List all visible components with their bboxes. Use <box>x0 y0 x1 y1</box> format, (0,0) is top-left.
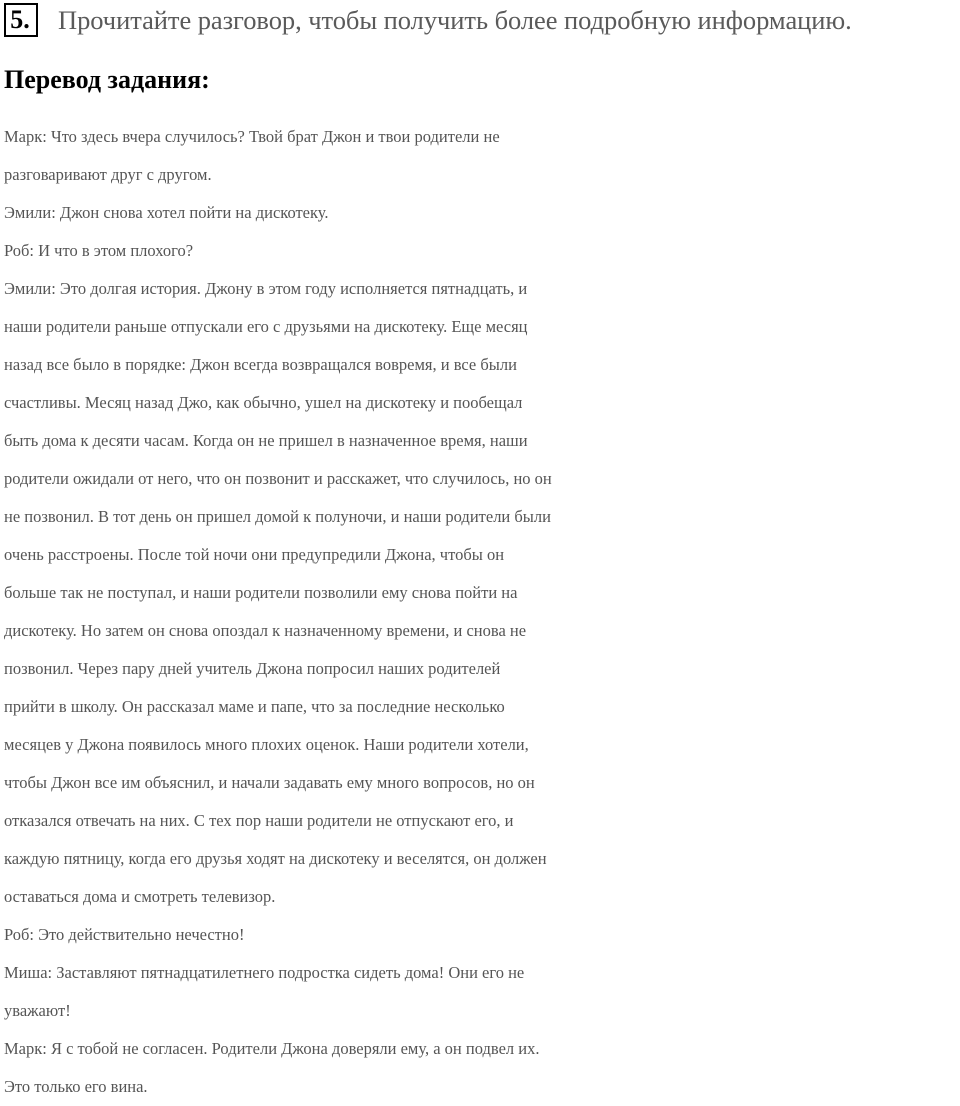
text-line: назад все было в порядке: Джон всегда возвращался вовремя, и все были <box>4 355 517 374</box>
task-number-badge: 5. <box>4 3 38 37</box>
text-line: Миша: Заставляют пятнадцатилетнего подростка сидеть дома! Они его не <box>4 963 525 982</box>
text-line: наши родители раньше отпускали его с друзьями на дискотеку. Еще месяц <box>4 317 528 336</box>
task-instruction: Прочитайте разговор, чтобы получить более подробную информацию. <box>58 4 852 35</box>
text-line: больше так не поступал, и наши родители позволили ему снова пойти на <box>4 583 518 602</box>
text-line: чтобы Джон все им объяснил, и начали задавать ему много вопросов, но он <box>4 773 535 792</box>
text-line: счастливы. Месяц назад Джо, как обычно, ушел на дискотеку и пообещал <box>4 393 523 412</box>
text-line: Эмили: Джон снова хотел пойти на дискотеку. <box>4 203 329 222</box>
text-line: родители ожидали от него, что он позвонит и расскажет, что случилось, но он <box>4 469 552 488</box>
text-line: месяцев у Джона появилось много плохих оценок. Наши родители хотели, <box>4 735 529 754</box>
text-line: прийти в школу. Он рассказал маме и папе, что за последние несколько <box>4 697 505 716</box>
translation-heading: Перевод задания: <box>4 65 210 94</box>
text-line: каждую пятницу, когда его друзья ходят на дискотеку и веселятся, он должен <box>4 849 547 868</box>
dialogue-text <box>4 118 960 1106</box>
text-line: быть дома к десяти часам. Когда он не пришел в назначенное время, наши <box>4 431 528 450</box>
text-line: очень расстроены. После той ночи они предупредили Джона, чтобы он <box>4 545 505 564</box>
text-line: Марк: Я с тобой не согласен. Родители Джона доверяли ему, а он подвел их. <box>4 1039 540 1058</box>
text-line: уважают! <box>4 1001 71 1020</box>
text-line: отказался отвечать на них. С тех пор наши родители не отпускают его, и <box>4 811 514 830</box>
text-line: Марк: Что здесь вчера случилось? Твой брат Джон и твои родители не <box>4 127 500 146</box>
text-line: не позвонил. В тот день он пришел домой к полуночи, и наши родители были <box>4 507 551 526</box>
text-line: оставаться дома и смотреть телевизор. <box>4 887 276 906</box>
text-line: разговаривают друг с другом. <box>4 165 212 184</box>
text-line: Роб: Это действительно нечестно! <box>4 925 245 944</box>
text-line: Это только его вина. <box>4 1077 148 1096</box>
text-line: дискотеку. Но затем он снова опоздал к назначенному времени, и снова не <box>4 621 527 640</box>
text-line: позвонил. Через пару дней учитель Джона попросил наших родителей <box>4 659 501 678</box>
text-line: Эмили: Это долгая история. Джону в этом году исполняется пятнадцать, и <box>4 279 528 298</box>
text-line: Роб: И что в этом плохого? <box>4 241 194 260</box>
task-header <box>4 2 852 38</box>
